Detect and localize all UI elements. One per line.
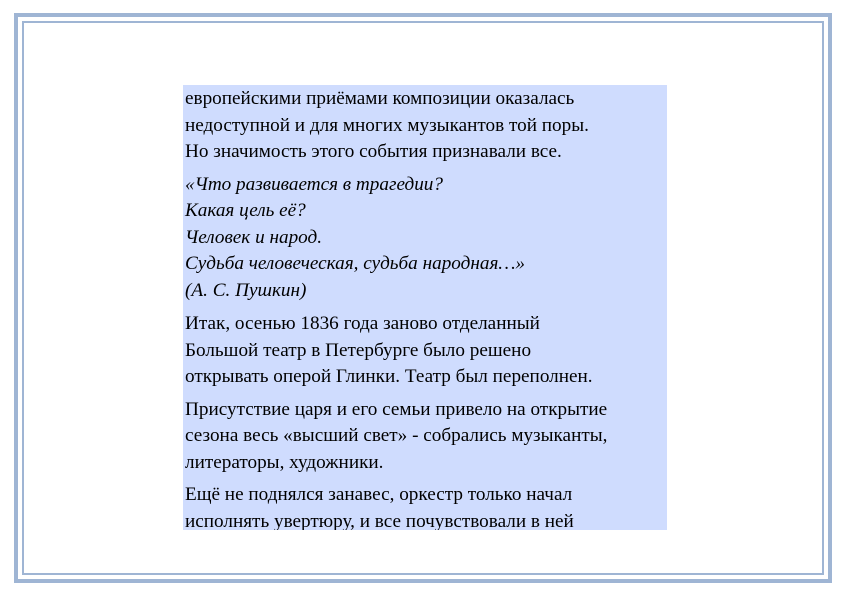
- slide-text-block: [183, 85, 667, 530]
- text-line: сезона весь «высший свет» - собрались музыканты,: [185, 425, 608, 446]
- text-line: недоступной и для многих музыкантов той поры.: [185, 114, 589, 136]
- text-line: Но значимость этого события признавали все.: [185, 141, 562, 162]
- quote-line: «Что развивается в трагедии?: [185, 173, 443, 195]
- text-line: открывать оперой Глинки. Театр был переполнен.: [185, 366, 593, 387]
- quote-attribution: (А. С. Пушкин): [185, 279, 307, 301]
- paragraph-audience: [185, 397, 667, 477]
- quote-line: Судьба человеческая, судьба народная…»: [185, 253, 526, 274]
- text-line: европейскими приёмами композиции оказалась: [185, 88, 575, 109]
- paragraph-theatre: [185, 311, 667, 391]
- text-line: Присутствие царя и его семьи привело на открытие: [185, 398, 608, 420]
- text-line: Итак, осенью 1836 года заново отделанный: [185, 313, 540, 334]
- text-line: Ещё не поднялся занавес, оркестр только начал: [185, 484, 573, 505]
- quote-line: Какая цель её?: [185, 200, 306, 221]
- text-line: литераторы, художники.: [185, 451, 384, 473]
- text-line: исполнять увертюру, и все почувствовали в ней: [185, 510, 574, 530]
- quote-line: Человек и народ.: [185, 226, 323, 248]
- paragraph-intro: [185, 86, 667, 166]
- paragraph-overture: [185, 482, 667, 530]
- text-line: Большой театр в Петербурге было решено: [185, 339, 532, 361]
- pushkin-quote: [185, 172, 667, 305]
